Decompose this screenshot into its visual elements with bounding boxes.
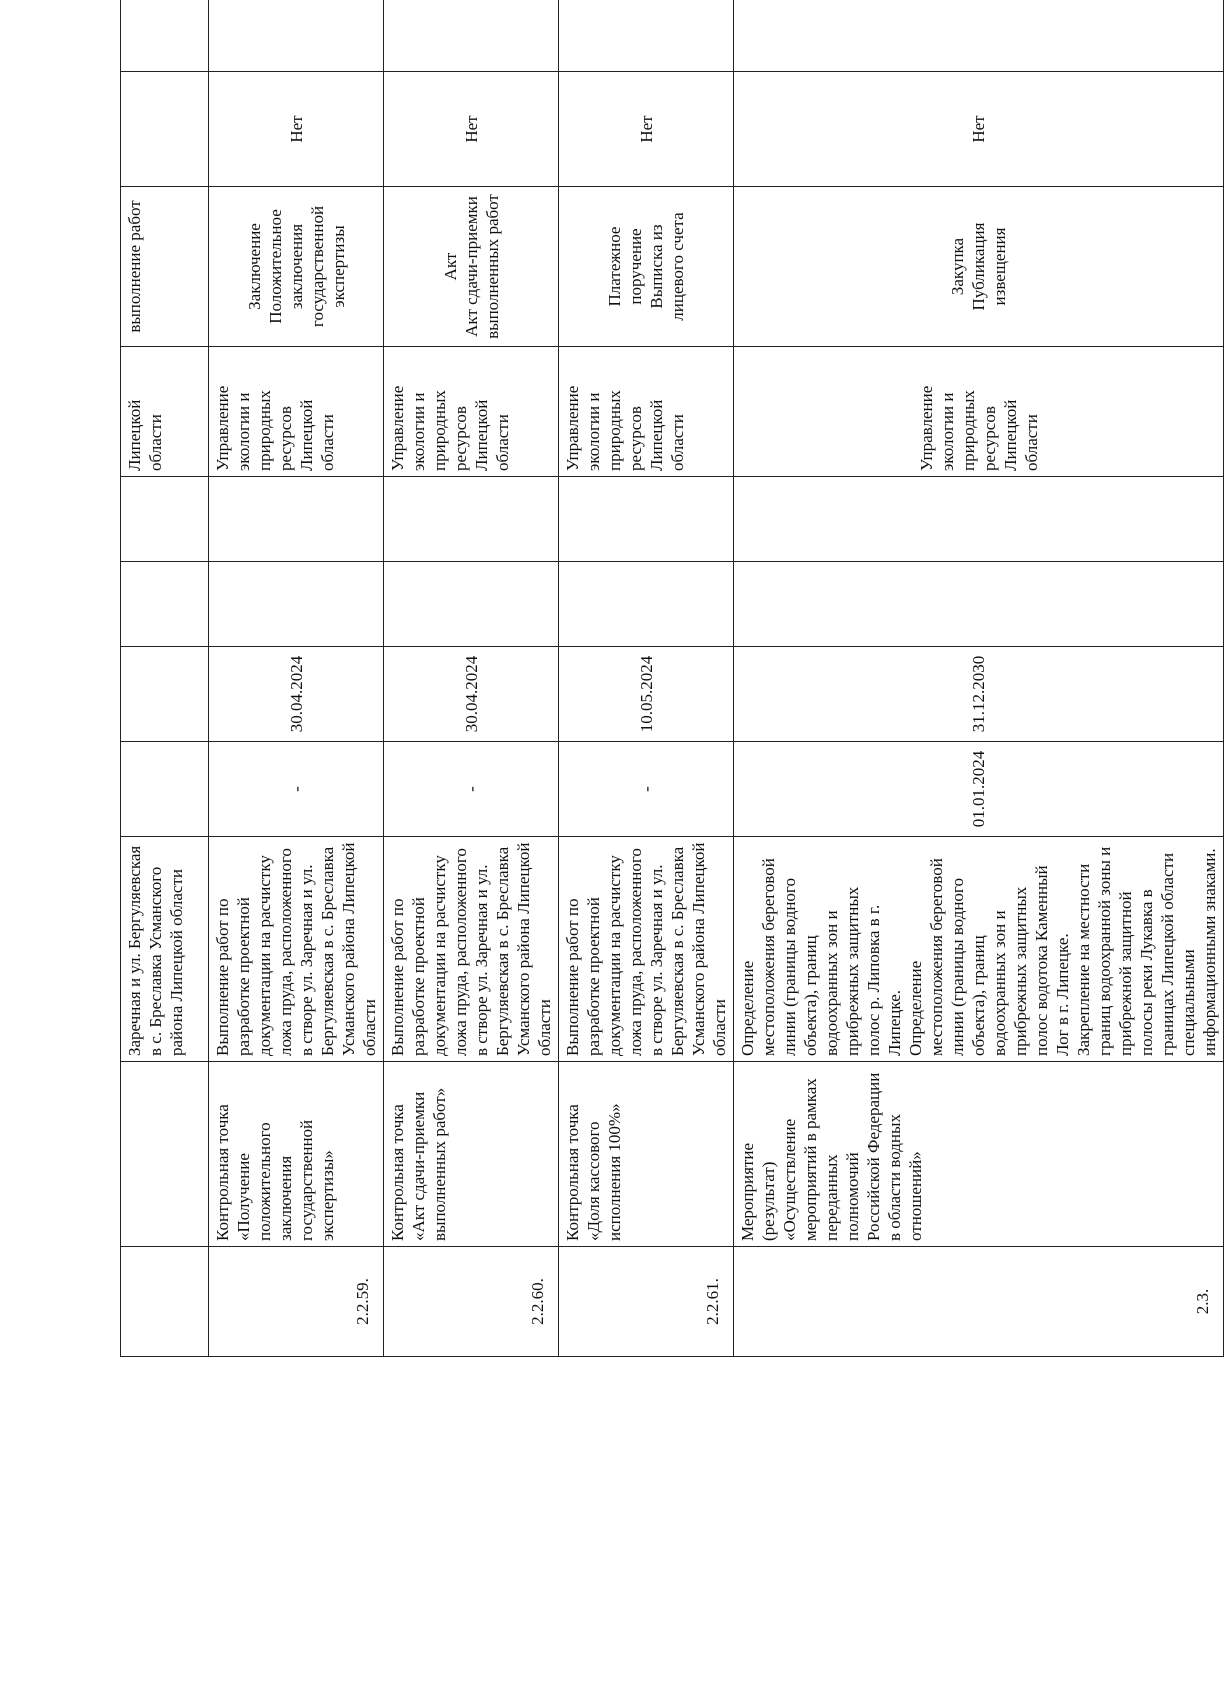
cell-number: 2.2.59. [209, 1247, 384, 1357]
cell-empty-3 [121, 0, 209, 72]
cell-info-system: Нет [384, 72, 559, 187]
cell-description: Выполнение работ по разработке проектной документации на расчистку ложа пруда, расположенного в створе ул. Заречная и ул. Бергуляевская в с. Бреславка Усманского района Липецкой области [559, 837, 734, 1062]
cell-end: 30.04.2024 [209, 647, 384, 742]
cell-start: - [559, 742, 734, 837]
cell-empty-2 [559, 477, 734, 562]
cell-empty-1 [121, 562, 209, 647]
cell-name: Контрольная точка «Акт сдачи-приемки выполненных работ» [384, 1062, 559, 1247]
table-row [209, 0, 384, 1357]
cell-executor: Управление экологии и природных ресурсов Липецкой области [209, 347, 384, 477]
cell-name: Контрольная точка «Доля кассового исполнения 100%» [559, 1062, 734, 1247]
cell-empty-1 [384, 562, 559, 647]
cell-name: Мероприятие (результат) «Осуществление мероприятий в рамках переданных полномочий Российской Федерации в области водных отношений» [734, 1062, 1224, 1247]
cell-document: выполнение работ [121, 187, 209, 347]
cell-number: 2.2.61. [559, 1247, 734, 1357]
cell-executor: Липецкой области [121, 347, 209, 477]
cell-start: - [209, 742, 384, 837]
cell-document: Акт Акт сдачи-приемки выполненных работ [384, 187, 559, 347]
cell-name [121, 1062, 209, 1247]
cell-description: Выполнение работ по разработке проектной документации на расчистку ложа пруда, расположенного в створе ул. Заречная и ул. Бергуляевская в с. Бреславка Усманского района Липецкой области [209, 837, 384, 1062]
cell-empty-1 [734, 562, 1224, 647]
table-row [559, 0, 734, 1357]
cell-empty-2 [734, 477, 1224, 562]
table-row-continuation [121, 0, 209, 1357]
cell-info-system: Нет [209, 72, 384, 187]
cell-info-system: Нет [734, 72, 1224, 187]
cell-number [121, 1247, 209, 1357]
cell-end [121, 647, 209, 742]
cell-description: Выполнение работ по разработке проектной документации на расчистку ложа пруда, расположенного в створе ул. Заречная и ул. Бергуляевская в с. Бреславка Усманского района Липецкой области [384, 837, 559, 1062]
cell-executor: Управление экологии и природных ресурсов Липецкой области [384, 347, 559, 477]
cell-empty-1 [209, 562, 384, 647]
cell-number: 2.2.60. [384, 1247, 559, 1357]
cell-executor: Управление экологии и природных ресурсов Липецкой области [559, 347, 734, 477]
cell-document: Закупка Публикация извещения [734, 187, 1224, 347]
cell-empty-3 [384, 0, 559, 72]
cell-empty-2 [384, 477, 559, 562]
cell-empty-3 [209, 0, 384, 72]
cell-document: Заключение Положительное заключения государственной экспертизы [209, 187, 384, 347]
table-row [734, 0, 1224, 1357]
cell-executor: Управление экологии и природных ресурсов Липецкой области [734, 347, 1224, 477]
cell-info-system: Нет [559, 72, 734, 187]
cell-end: 30.04.2024 [384, 647, 559, 742]
cell-description: Заречная и ул. Бергуляевская в с. Бреславка Усманского района Липецкой области [121, 837, 209, 1062]
cell-number: 2.3. [734, 1247, 1224, 1357]
cell-name: Контрольная точка «Получение положительного заключения государственной экспертизы» [209, 1062, 384, 1247]
cell-start [121, 742, 209, 837]
cell-empty-3 [559, 0, 734, 72]
cell-empty-1 [559, 562, 734, 647]
cell-empty-2 [209, 477, 384, 562]
cell-description: Определение местоположения береговой линии (границы водного объекта), границ водоохранных зон и прибрежных защитных полос р. Липовка в г. Липецке. Определение местоположения береговой линии (границы водного объекта), границ водоохранных зон и прибрежных защитных полос водотока Каменный Лог в г. Липецке. Закрепление на местности границ водоохранной зоны и прибрежной защитной полосы реки Лукавка в границах Липецкой области специальными информационными знаками. [734, 837, 1224, 1062]
plan-table [120, 0, 1224, 1357]
cell-start: - [384, 742, 559, 837]
cell-document: Платежное поручение Выписка из лицевого счета [559, 187, 734, 347]
cell-end: 31.12.2030 [734, 647, 1224, 742]
table-row [384, 0, 559, 1357]
cell-start: 01.01.2024 [734, 742, 1224, 837]
cell-empty-2 [121, 477, 209, 562]
cell-info-system [121, 72, 209, 187]
cell-empty-3 [734, 0, 1224, 72]
cell-end: 10.05.2024 [559, 647, 734, 742]
